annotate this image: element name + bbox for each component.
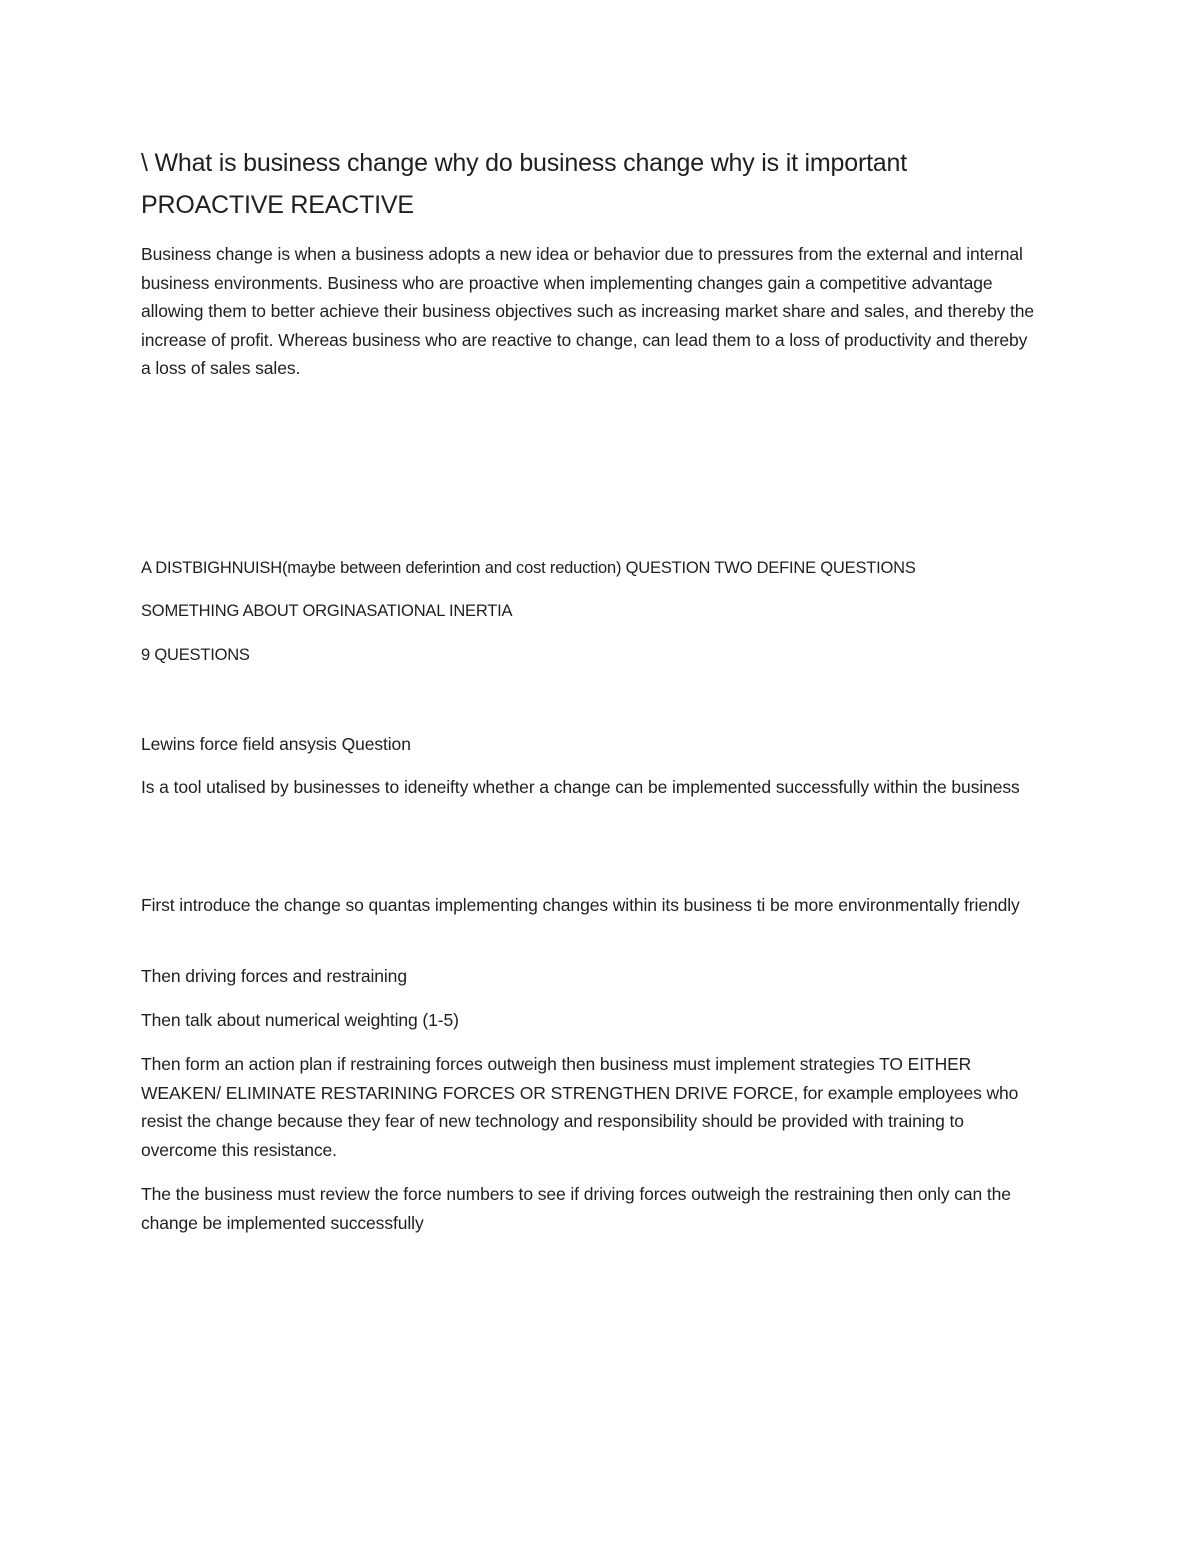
step-weighting: Then talk about numerical weighting (1-5) — [141, 1010, 459, 1030]
note-inertia: SOMETHING ABOUT ORGINASATIONAL INERTIA — [141, 602, 513, 620]
step-action-plan: Then form an action plan if restraining forces outweigh then business must implement strategies TO EITHER WEAKEN/ ELIMINATE RESTARINING FORCES OR STRENGTHEN DRIVE FORCE, for example employees who resist the change because they fear of new technology and responsibility should be provided with training to overcome this resistance. — [141, 1054, 1019, 1160]
lewin-heading: Lewins force field ansysis Question — [141, 734, 411, 754]
step-review: The the business must review the force numbers to see if driving forces outweigh the restraining then only can the change be implemented successfully — [141, 1184, 1011, 1233]
step-driving: Then driving forces and restraining — [141, 966, 407, 986]
heading-line-1: \ What is business change why do business change why is it important — [141, 149, 907, 177]
lewin-definition: Is a tool utalised by businesses to ideneifty whether a change can be implemented successfully within the business — [141, 777, 1020, 797]
note-distinguish: A DISTBIGHNUISH(maybe between deferintion and cost reduction) QUESTION TWO DEFINE QUESTIONS — [141, 559, 916, 577]
step-introduce: First introduce the change so quantas implementing changes within its business ti be more environmentally friendly — [141, 895, 1020, 915]
intro-paragraph: Business change is when a business adopts a new idea or behavior due to pressures from the external and internal business environments. Business who are proactive when implementing changes gain a competitive advantage allowing them to better achieve their business objectives such as increasing market share and sales, and thereby the increase of profit. Whereas business who are reactive to change, can lead them to a loss of productivity and thereby a loss of sales sales. — [141, 244, 1035, 378]
note-questions: 9 QUESTIONS — [141, 646, 250, 664]
heading-line-2: PROACTIVE REACTIVE — [141, 191, 414, 219]
